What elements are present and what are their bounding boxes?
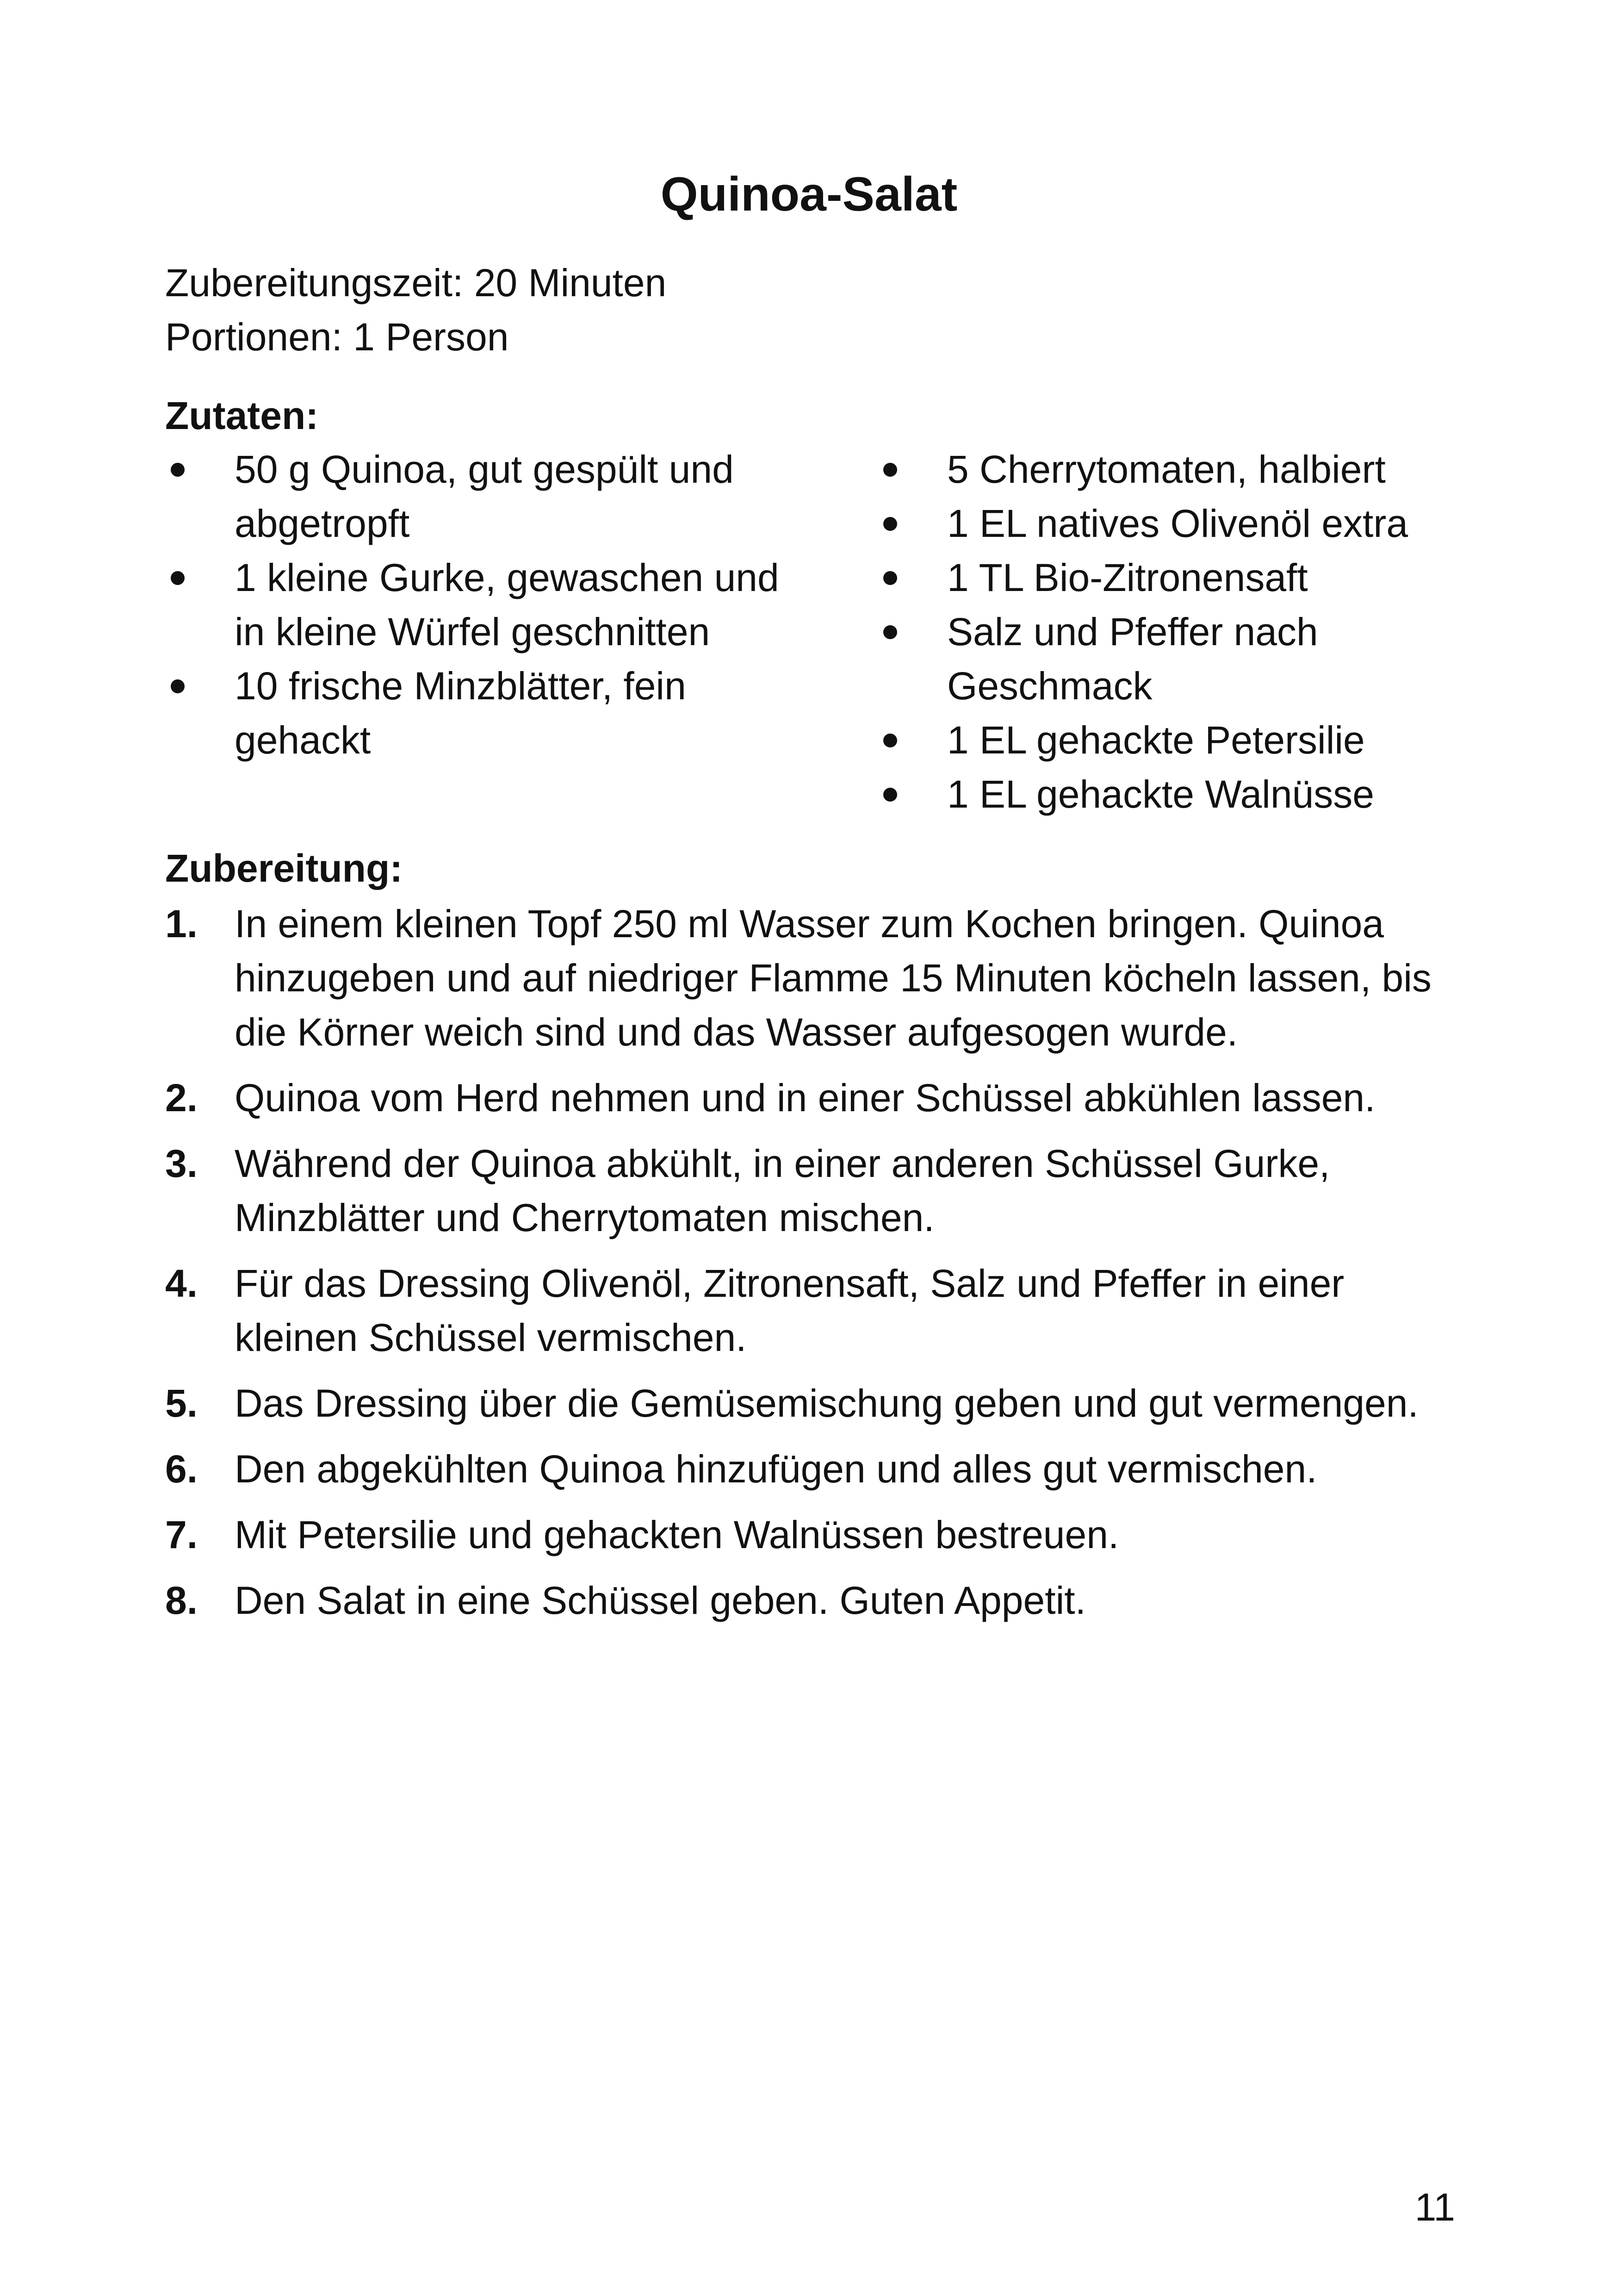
ingredient-text: 10 frische Minzblätter, fein gehackt: [235, 664, 686, 762]
step-item: [165, 1574, 1461, 1628]
servings: Portionen: 1 Person: [165, 315, 509, 359]
bullet-icon: [883, 788, 897, 802]
bullet-icon: [883, 734, 897, 747]
ingredient-item: [165, 442, 813, 551]
ingredient-item: [165, 551, 813, 659]
ingredient-item: [878, 713, 1479, 767]
step-text: Das Dressing über die Gemüsemischung geben und gut vermengen.: [235, 1381, 1419, 1425]
step-item: [165, 1376, 1461, 1431]
bullet-icon: [171, 571, 185, 585]
step-item: [165, 1257, 1461, 1365]
ingredient-item: [878, 551, 1479, 605]
bullet-icon: [883, 517, 897, 531]
bullet-icon: [883, 571, 897, 585]
step-text: In einem kleinen Topf 250 ml Wasser zum Kochen bringen. Quinoa hinzugeben und auf niedriger Flamme 15 Minuten köcheln lassen, bis die Körner weich sind und das Wasser aufgesogen wurde.: [235, 902, 1432, 1054]
ingredient-item: [878, 497, 1479, 551]
ingredient-item: [878, 442, 1479, 497]
page-number: 11: [1414, 2185, 1455, 2229]
step-item: [165, 1442, 1461, 1496]
step-text: Für das Dressing Olivenöl, Zitronensaft, Salz und Pfeffer in einer kleinen Schüssel vermischen.: [235, 1262, 1345, 1359]
ingredient-text: 1 EL gehackte Petersilie: [947, 718, 1365, 762]
step-text: Während der Quinoa abkühlt, in einer anderen Schüssel Gurke, Minzblätter und Cherrytomaten mischen.: [235, 1142, 1330, 1239]
step-text: Den Salat in eine Schüssel geben. Guten Appetit.: [235, 1579, 1086, 1622]
ingredients-list-left: [165, 442, 813, 767]
step-number: 8.: [165, 1579, 198, 1622]
step-number: 4.: [165, 1262, 198, 1305]
ingredient-text: 50 g Quinoa, gut gespült und abgetropft: [235, 448, 734, 545]
bullet-icon: [171, 463, 185, 477]
ingredient-text: Salz und Pfeffer nach Geschmack: [947, 610, 1318, 708]
step-number: 7.: [165, 1513, 198, 1556]
step-text: Mit Petersilie und gehackten Walnüssen bestreuen.: [235, 1513, 1119, 1556]
ingredient-text: 1 EL gehackte Walnüsse: [947, 772, 1374, 816]
step-item: [165, 1137, 1461, 1245]
bullet-icon: [883, 463, 897, 477]
steps-list: [165, 897, 1461, 1639]
step-number: 3.: [165, 1142, 198, 1185]
ingredient-item: [878, 605, 1479, 713]
ingredient-item: [878, 767, 1479, 821]
recipe-title: Quinoa-Salat: [660, 168, 958, 221]
ingredient-text: 1 kleine Gurke, gewaschen und in kleine Würfel geschnitten: [235, 556, 779, 653]
ingredients-heading: Zutaten:: [165, 394, 319, 437]
ingredient-text: 5 Cherrytomaten, halbiert: [947, 448, 1386, 491]
step-text: Den abgekühlten Quinoa hinzufügen und alles gut vermischen.: [235, 1447, 1317, 1491]
step-number: 5.: [165, 1381, 198, 1425]
step-number: 6.: [165, 1447, 198, 1491]
step-number: 1.: [165, 902, 198, 946]
ingredients-list-right: [878, 442, 1479, 821]
step-item: [165, 1071, 1461, 1125]
step-item: [165, 897, 1461, 1059]
step-text: Quinoa vom Herd nehmen und in einer Schüssel abkühlen lassen.: [235, 1076, 1376, 1120]
steps-heading: Zubereitung:: [165, 846, 403, 890]
bullet-icon: [171, 679, 185, 693]
ingredient-text: 1 TL Bio-Zitronensaft: [947, 556, 1308, 599]
step-number: 2.: [165, 1076, 198, 1120]
bullet-icon: [883, 625, 897, 639]
step-item: [165, 1508, 1461, 1562]
ingredient-item: [165, 659, 813, 767]
recipe-meta: [165, 256, 666, 364]
prep-time: Zubereitungszeit: 20 Minuten: [165, 261, 667, 305]
ingredient-text: 1 EL natives Olivenöl extra: [947, 502, 1408, 545]
